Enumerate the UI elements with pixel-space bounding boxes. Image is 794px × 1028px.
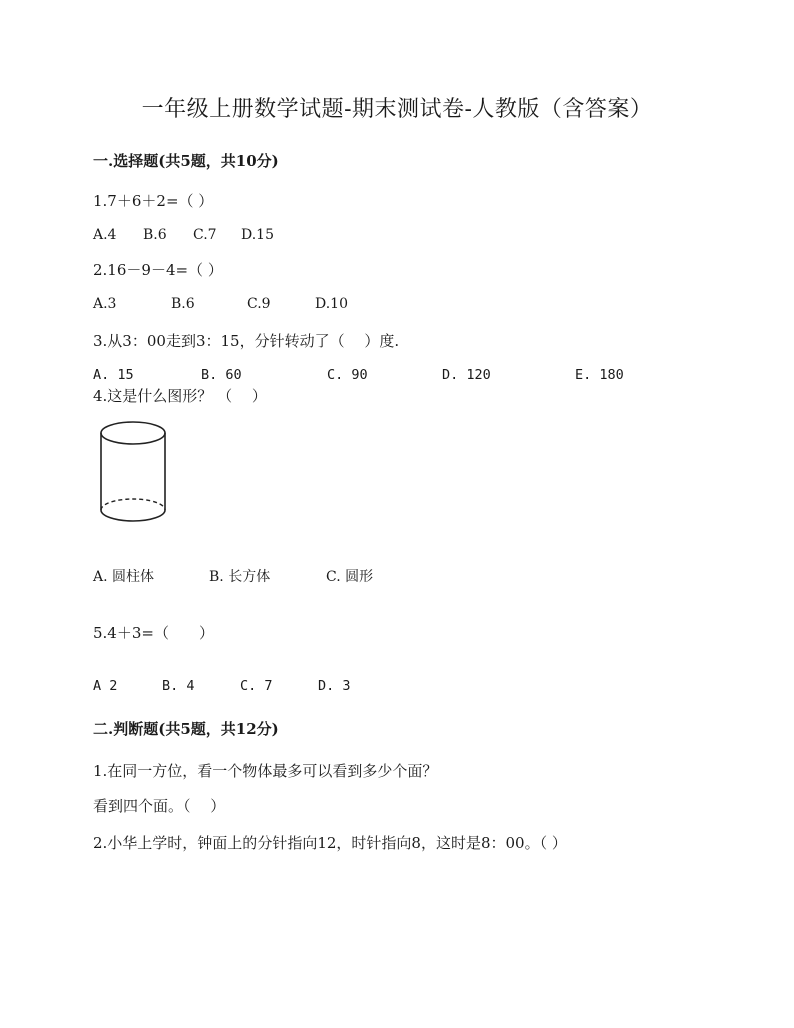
question-3-stem: 3.从3：00走到3：15，分针转动了（ ）度. bbox=[93, 332, 400, 350]
question-3-option-e: E. 180 bbox=[575, 367, 624, 383]
section-heading-judgement: 二.判断题(共5题，共12分) bbox=[93, 720, 279, 738]
cylinder-figure bbox=[95, 416, 175, 538]
question-3-option-b: B. 60 bbox=[201, 367, 242, 383]
question-4-option-c: C. 圆形 bbox=[326, 569, 374, 585]
question-2-option-a: A.3 bbox=[93, 296, 117, 312]
section-heading-choice: 一.选择题(共5题，共10分) bbox=[93, 152, 279, 170]
question-3-option-d: D. 120 bbox=[442, 367, 491, 383]
question-5-option-c: C. 7 bbox=[240, 678, 273, 694]
question-4-option-b: B. 长方体 bbox=[209, 569, 271, 585]
question-1-option-c: C.7 bbox=[193, 227, 217, 243]
question-5-option-d: D. 3 bbox=[318, 678, 351, 694]
question-4-stem: 4.这是什么图形？ （ ） bbox=[93, 387, 267, 405]
judgement-2-stem: 2.小华上学时，钟面上的分针指向12，时针指向8，这时是8：00。（ ） bbox=[93, 834, 567, 852]
question-1-stem: 1.7＋6＋2=（ ） bbox=[93, 192, 214, 210]
question-3-option-c: C. 90 bbox=[327, 367, 368, 383]
question-3-option-a: A. 15 bbox=[93, 367, 134, 383]
judgement-1-stem: 1.在同一方位，看一个物体最多可以看到多少个面？ bbox=[93, 762, 438, 780]
question-1-option-a: A.4 bbox=[93, 227, 117, 243]
question-5-stem: 5.4＋3=（ ） bbox=[93, 624, 214, 642]
question-2-option-b: B.6 bbox=[171, 296, 195, 312]
question-2-option-c: C.9 bbox=[247, 296, 271, 312]
question-1-option-b: B.6 bbox=[143, 227, 167, 243]
question-5-option-b: B. 4 bbox=[162, 678, 195, 694]
question-1-option-d: D.15 bbox=[241, 227, 274, 243]
question-2-stem: 2.16－9－4=（ ） bbox=[93, 261, 223, 279]
page-title: 一年级上册数学试题-期末测试卷-人教版（含答案） bbox=[141, 97, 653, 122]
question-4-option-a: A. 圆柱体 bbox=[93, 569, 155, 585]
question-5-option-a: A 2 bbox=[93, 678, 118, 694]
question-2-option-d: D.10 bbox=[315, 296, 348, 312]
cylinder-icon bbox=[95, 416, 175, 534]
judgement-1-answer-line: 看到四个面。（ ） bbox=[93, 797, 226, 815]
